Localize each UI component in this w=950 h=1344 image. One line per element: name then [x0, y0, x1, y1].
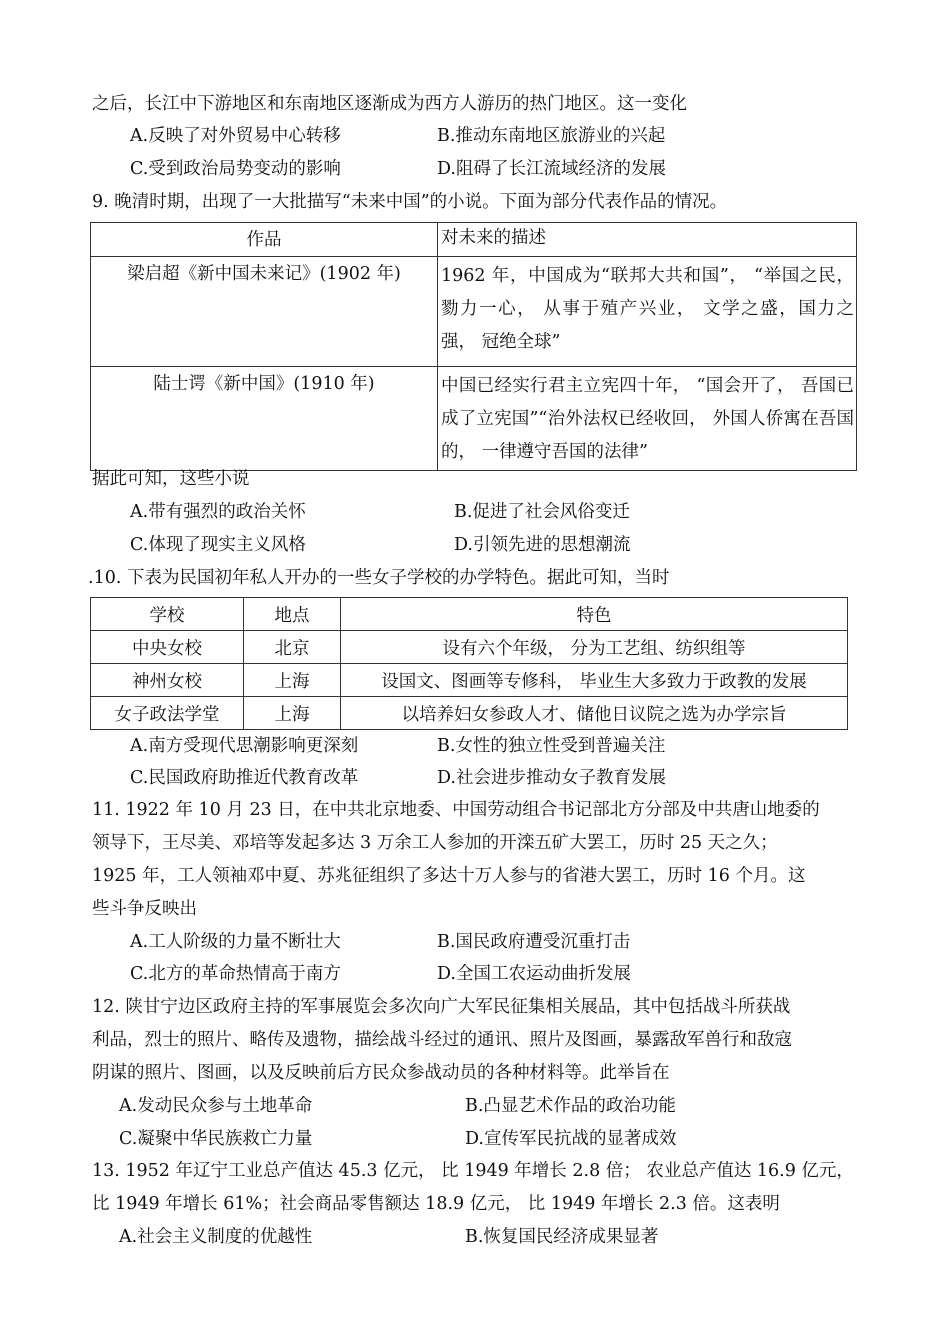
q10-option-d: D.社会进步推动女子教育发展: [437, 768, 666, 788]
q9-option-a: A.带有强烈的政治关怀: [130, 502, 306, 522]
table-header-row: [91, 598, 848, 631]
q10-stem: .10. 下表为民国初年私人开办的一些女子学校的办学特色。据此可知，当时: [88, 568, 670, 588]
q12-option-d: D.宣传军民抗战的显著成效: [465, 1129, 677, 1149]
table-header-cell: 学校: [91, 598, 244, 631]
q12-stem-line: 利品，烈士的照片、略传及遗物，描绘战斗经过的通讯、照片及图画，暴露敌军兽行和敌寇: [92, 1030, 792, 1050]
q11-option-b: B.国民政府遭受沉重打击: [437, 932, 631, 952]
table-row: [91, 631, 848, 664]
q8-option-a: A.反映了对外贸易中心转移: [130, 126, 341, 146]
table-header-cell: 作品: [91, 223, 438, 257]
q8-option-b: B.推动东南地区旅游业的兴起: [437, 126, 666, 146]
table-cell: 设有六个年级， 分为工艺组、纺织组等: [341, 631, 848, 664]
table-cell: 中央女校: [91, 631, 244, 664]
q13-option-a: A.社会主义制度的优越性: [119, 1227, 313, 1247]
q11-stem-line: 些斗争反映出: [92, 899, 197, 919]
q9-option-c: C.体现了现实主义风格: [130, 535, 306, 555]
table-header-cell: 地点: [244, 598, 341, 631]
table-row: [91, 257, 857, 367]
table-cell-work: 梁启超《新中国未来记》(1902 年): [91, 257, 438, 367]
q11-option-d: D.全国工农运动曲折发展: [437, 964, 631, 984]
q13-stem-line: 13. 1952 年辽宁工业总产值达 45.3 亿元， 比 1949 年增长 2.8 倍； 农业总产值达 16.9 亿元，: [92, 1161, 854, 1181]
table-cell-description: 1962 年，中国成为“联邦大共和国”， “举国之民，勠力一心， 从事于殖产兴业， 文学之盛，国力之强， 冠绝全球”: [438, 257, 857, 367]
q12-option-a: A.发动民众参与土地革命: [119, 1096, 313, 1116]
table-row: [91, 697, 848, 730]
table-cell: 上海: [244, 664, 341, 697]
q9-table: [90, 222, 857, 471]
table-cell: 女子政法学堂: [91, 697, 244, 730]
q11-stem-line: 1925 年，工人领袖邓中夏、苏兆征组织了多达十万人参与的省港大罢工，历时 16 个月。这: [92, 866, 806, 886]
table-header-cell: 特色: [341, 598, 848, 631]
q11-stem-line: 领导下，王尽美、邓培等发起多达 3 万余工人参加的开滦五矿大罢工，历时 25 天之久；: [92, 833, 778, 853]
q9-option-d: D.引领先进的思想潮流: [454, 535, 631, 555]
q12-option-c: C.凝聚中华民族救亡力量: [119, 1129, 313, 1149]
q9-option-b: B.促进了社会风俗变迁: [454, 502, 630, 522]
q12-option-b: B.凸显艺术作品的政治功能: [465, 1096, 676, 1116]
q13-stem-line: 比 1949 年增长 61%；社会商品零售额达 18.9 亿元， 比 1949 年增长 2.3 倍。这表明: [92, 1194, 780, 1214]
q9-question: 据此可知，这些小说: [92, 469, 250, 489]
table-cell: 上海: [244, 697, 341, 730]
table-header-cell: 对未来的描述: [438, 223, 857, 257]
q12-stem-line: 阴谋的照片、图画，以及反映前后方民众参战动员的各种材料等。此举旨在: [92, 1063, 670, 1083]
q10-table: [90, 597, 848, 730]
table-header-row: [91, 223, 857, 257]
table-cell-description: 中国已经实行君主立宪四十年， “国会开了， 吾国已成了立宪国”“治外法权已经收回， 外国人侨寓在吾国的， 一律遵守吾国的法律”: [438, 367, 857, 471]
q8-option-d: D.阻碍了长江流域经济的发展: [437, 159, 666, 179]
q9-stem: 9. 晚清时期，出现了一大批描写“未来中国”的小说。下面为部分代表作品的情况。: [92, 192, 728, 212]
table-cell: 北京: [244, 631, 341, 664]
q11-option-c: C.北方的革命热情高于南方: [130, 964, 341, 984]
q11-stem-line: 11. 1922 年 10 月 23 日，在中共北京地委、中国劳动组合书记部北方分部及中共唐山地委的: [92, 800, 820, 820]
q11-option-a: A.工人阶级的力量不断壮大: [130, 932, 341, 952]
q10-option-b: B.女性的独立性受到普遍关注: [437, 736, 666, 756]
q10-option-a: A.南方受现代思潮影响更深刻: [130, 736, 359, 756]
q10-option-c: C.民国政府助推近代教育改革: [130, 768, 359, 788]
q8-option-c: C.受到政治局势变动的影响: [130, 159, 341, 179]
table-cell-work: 陆士谔《新中国》(1910 年): [91, 367, 438, 471]
q12-stem-line: 12. 陕甘宁边区政府主持的军事展览会多次向广大军民征集相关展品，其中包括战斗所获战: [92, 997, 791, 1017]
q13-option-b: B.恢复国民经济成果显著: [465, 1227, 659, 1247]
table-row: [91, 367, 857, 471]
table-row: [91, 664, 848, 697]
q8-stem-tail: 之后，长江中下游地区和东南地区逐渐成为西方人游历的热门地区。这一变化: [92, 94, 687, 114]
table-cell: 以培养妇女参政人才、储他日议院之选为办学宗旨: [341, 697, 848, 730]
table-cell: 设国文、图画等专修科， 毕业生大多致力于政教的发展: [341, 664, 848, 697]
table-cell: 神州女校: [91, 664, 244, 697]
